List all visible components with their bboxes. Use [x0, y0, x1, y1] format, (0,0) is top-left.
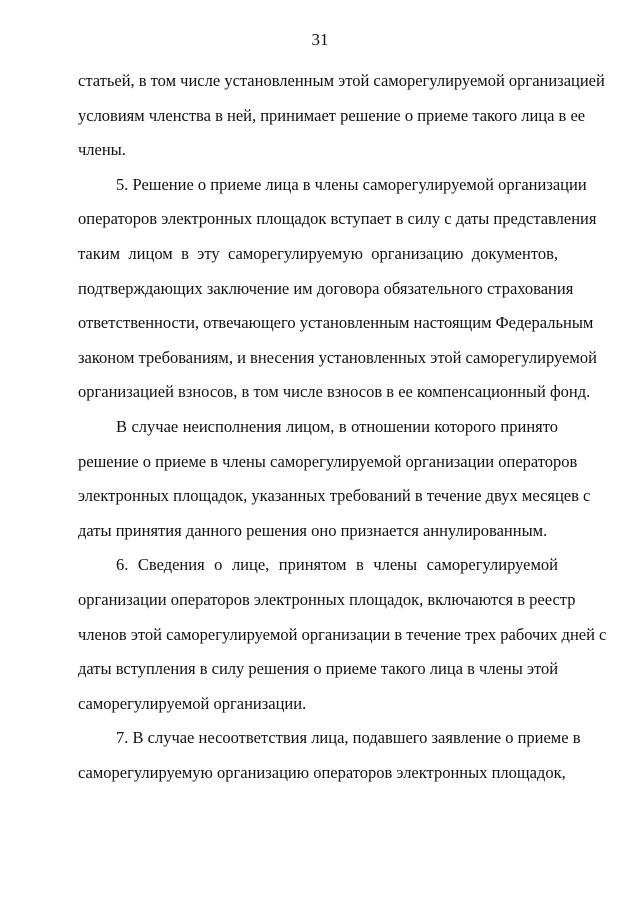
document-body: [78, 64, 607, 790]
text-line: законом требованиям, и внесения установленных этой саморегулируемой: [78, 347, 597, 367]
text-line: решение о приеме в члены саморегулируемой организации операторов: [78, 451, 578, 471]
paragraph-clause-6: [78, 548, 607, 721]
text-line: таким лицом в эту саморегулируемую организацию документов,: [78, 243, 558, 263]
paragraph-clause-5: [78, 168, 597, 410]
paragraph-annulment: [78, 410, 591, 548]
text-line: даты вступления в силу решения о приеме такого лица в члены этой: [78, 659, 559, 679]
text-line: 5. Решение о приеме лица в члены саморегулируемой организации: [116, 174, 587, 194]
text-line: саморегулируемой организации.: [78, 693, 307, 713]
text-line: 6. Сведения о лице, принятом в члены саморегулируемой: [116, 555, 558, 575]
text-line: электронных площадок, указанных требований в течение двух месяцев с: [78, 486, 591, 506]
paragraph-continuation: [78, 64, 605, 168]
text-line: организации операторов электронных площадок, включаются в реестр: [78, 589, 576, 609]
text-line: подтверждающих заключение им договора обязательного страхования: [78, 278, 574, 298]
text-line: организацией взносов, в том числе взносов в ее компенсационный фонд.: [78, 382, 591, 402]
text-line: члены.: [78, 140, 126, 160]
text-line: ответственности, отвечающего установленным настоящим Федеральным: [78, 313, 594, 333]
text-line: 7. В случае несоответствия лица, подавшего заявление о приеме в: [116, 728, 581, 748]
text-line: статьей, в том числе установленным этой саморегулируемой организацией: [78, 71, 605, 90]
text-line: операторов электронных площадок вступает в силу с даты представления: [78, 209, 597, 229]
page-number: 31: [311, 30, 329, 49]
text-line: даты принятия данного решения оно признается аннулированным.: [78, 520, 548, 540]
text-line: В случае неисполнения лицом, в отношении которого принято: [116, 416, 558, 436]
paragraph-clause-7: [78, 721, 581, 790]
text-line: условиям членства в ней, принимает решение о приеме такого лица в ее: [78, 105, 586, 125]
text-line: саморегулируемую организацию операторов электронных площадок,: [78, 762, 566, 782]
text-line: членов этой саморегулируемой организации в течение трех рабочих дней с: [78, 624, 607, 644]
